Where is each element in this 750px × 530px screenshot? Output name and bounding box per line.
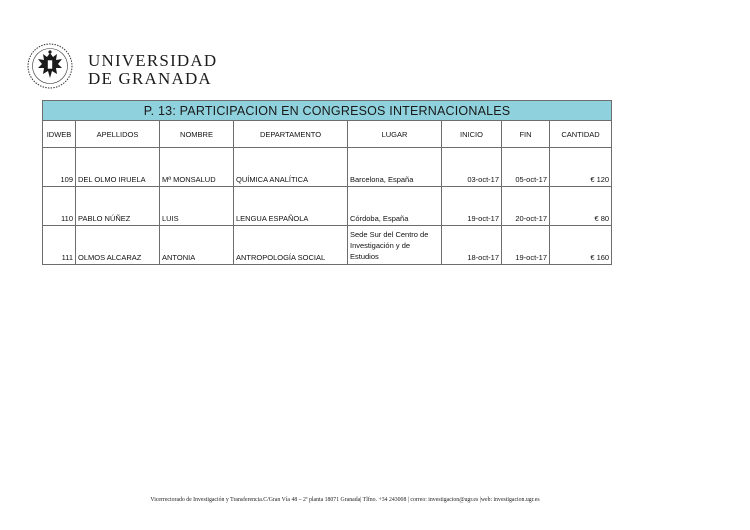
table-row	[43, 226, 612, 265]
report-table-container	[42, 100, 611, 265]
cell-lugar: Córdoba, España	[348, 187, 442, 226]
cell-apellidos: PABLO NÚÑEZ	[76, 187, 160, 226]
university-header	[26, 40, 226, 92]
cell-lugar: Barcelona, España	[348, 148, 442, 187]
table-row	[43, 148, 612, 187]
cell-fin: 05-oct-17	[502, 148, 550, 187]
column-header-inicio: INICIO	[442, 121, 502, 148]
university-name	[88, 52, 217, 88]
cell-idweb: 109	[43, 148, 76, 187]
cell-inicio: 03-oct-17	[442, 148, 502, 187]
cell-nombre: Mª MONSALUD	[160, 148, 234, 187]
column-header-departamento: DEPARTAMENTO	[234, 121, 348, 148]
column-header-idweb: IDWEB	[43, 121, 76, 148]
cell-inicio: 18-oct-17	[442, 226, 502, 265]
cell-fin: 19-oct-17	[502, 226, 550, 265]
university-seal-icon	[26, 42, 74, 90]
university-name-line2: DE GRANADA	[88, 69, 212, 88]
cell-cantidad: € 160	[550, 226, 612, 265]
cell-apellidos: OLMOS ALCARAZ	[76, 226, 160, 265]
cell-departamento: ANTROPOLOGÍA SOCIAL	[234, 226, 348, 265]
cell-nombre: LUIS	[160, 187, 234, 226]
column-header-apellidos: APELLIDOS	[76, 121, 160, 148]
cell-cantidad: € 80	[550, 187, 612, 226]
cell-apellidos: DEL OLMO IRUELA	[76, 148, 160, 187]
report-title-row	[43, 101, 612, 121]
cell-departamento: LENGUA ESPAÑOLA	[234, 187, 348, 226]
cell-cantidad: € 120	[550, 148, 612, 187]
page-footer: Vicerrectorado de Investigación y Transferencia.C/Gran Vía 48 – 2ª planta 18071 Granada| Tlfno. +34 243008 | correo: investigacion@ugr.es |web: investigacion.ugr.es	[150, 497, 540, 503]
cell-nombre: ANTONIA	[160, 226, 234, 265]
cell-idweb: 110	[43, 187, 76, 226]
cell-lugar: Sede Sur del Centro de Investigación y de Estudios	[348, 226, 442, 265]
university-name-line1: UNIVERSIDAD	[88, 51, 218, 70]
column-header-cantidad: CANTIDAD	[550, 121, 612, 148]
cell-fin: 20-oct-17	[502, 187, 550, 226]
report-table	[42, 100, 612, 265]
report-title: P. 13: PARTICIPACION EN CONGRESOS INTERNACIONALES	[43, 101, 612, 121]
table-header-row	[43, 121, 612, 148]
column-header-lugar: LUGAR	[348, 121, 442, 148]
cell-inicio: 19-oct-17	[442, 187, 502, 226]
column-header-fin: FIN	[502, 121, 550, 148]
cell-departamento: QUÍMICA ANALÍTICA	[234, 148, 348, 187]
cell-idweb: 111	[43, 226, 76, 265]
column-header-nombre: NOMBRE	[160, 121, 234, 148]
table-row	[43, 187, 612, 226]
